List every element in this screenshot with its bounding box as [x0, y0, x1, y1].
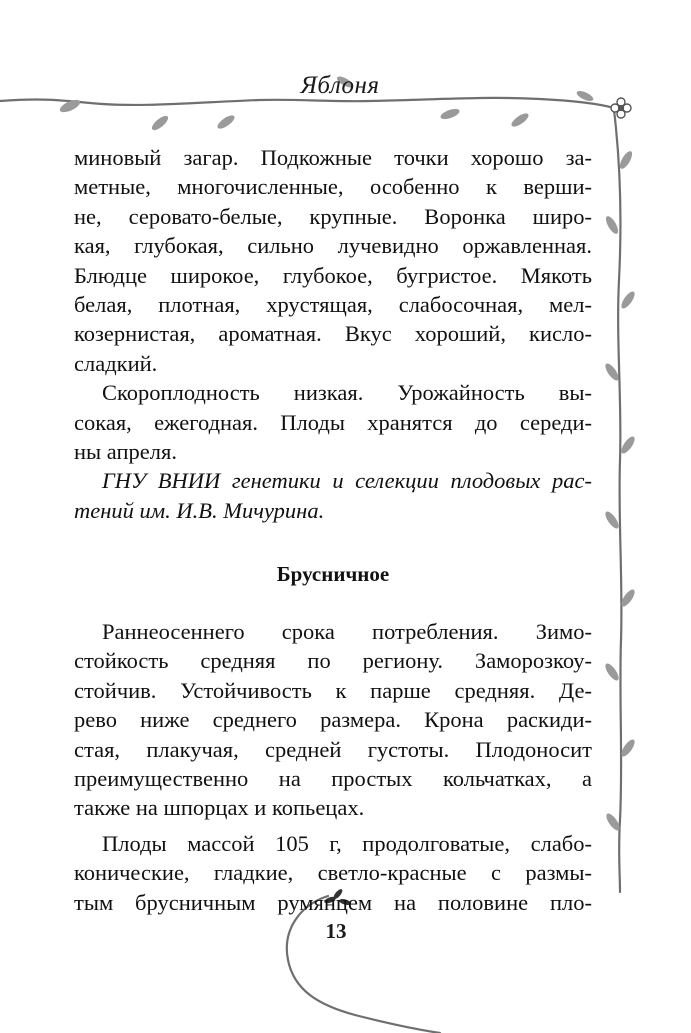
fruit-paragraph — [74, 829, 592, 917]
text-line: конические, гладкие, светло-красные с размы- — [74, 860, 592, 886]
page-number: 13 — [325, 919, 347, 943]
text-line: ны апреля. — [74, 438, 177, 464]
text-line: стойчив. Устойчивость к парше средняя. Де- — [74, 677, 592, 703]
text-line: белая, плотная, хрустящая, слабосочная, мел- — [74, 291, 592, 317]
text-line: не, серовато-белые, крупные. Воронка широ- — [74, 203, 592, 229]
text-line: Скороплодность низкая. Урожайность вы- — [102, 380, 592, 406]
text-line: стая, плакучая, средней густоты. Плодоносит — [74, 736, 592, 762]
text-line: козернистая, ароматная. Вкус хороший, кисло- — [74, 321, 592, 347]
text-line: также на шпорцах и копьецах. — [74, 795, 365, 821]
leaf-icon — [619, 435, 637, 456]
leaf-icon — [603, 510, 621, 531]
description-paragraph — [74, 617, 592, 823]
text-line: сладкий. — [74, 350, 158, 376]
text-line: миновый загар. Подкожные точки хорошо за- — [74, 145, 592, 170]
leaf-icon — [619, 290, 637, 311]
text-line: стойкость средняя по региону. Заморозкоу- — [74, 648, 592, 674]
variety-heading: Брусничное — [276, 562, 390, 587]
text-line: сокая, ежегодная. Плоды хранятся до середи- — [74, 409, 592, 435]
leaf-icon — [604, 214, 621, 235]
running-head: Яблоня — [300, 72, 380, 99]
text-line: Блюдце широкое, глубокое, бугристое. Мякоть — [74, 262, 592, 288]
ripening-paragraph — [74, 378, 592, 466]
leaf-icon — [510, 111, 531, 129]
text-line: тений им. И.В. Мичурина. — [74, 497, 325, 523]
text-line: тым брусничным румянцем на половине пло- — [74, 889, 592, 915]
text-line: ГНУ ВНИИ генетики и селекции плодовых рас- — [102, 468, 592, 494]
text-line: метные, многочисленные, особенно к верши- — [74, 174, 592, 200]
origin-paragraph — [74, 466, 592, 525]
page-body — [74, 143, 592, 917]
text-line: преимущественно на простых кольчатках, а — [74, 766, 592, 792]
leaf-icon — [439, 107, 461, 121]
leaf-icon — [603, 662, 621, 683]
text-line: Раннеосеннего срока потребления. Зимо- — [102, 619, 592, 645]
text-line: Плоды массой 105 г, продолговатые, слабо- — [102, 830, 592, 856]
text-line: кая, глубокая, сильно лучевидно оржавленная. — [74, 233, 592, 259]
leaf-icon — [216, 113, 237, 131]
leaf-icon — [150, 114, 170, 133]
continued-paragraph — [74, 143, 592, 378]
text-line: рево ниже среднего размера. Крона раскиди- — [74, 707, 592, 733]
